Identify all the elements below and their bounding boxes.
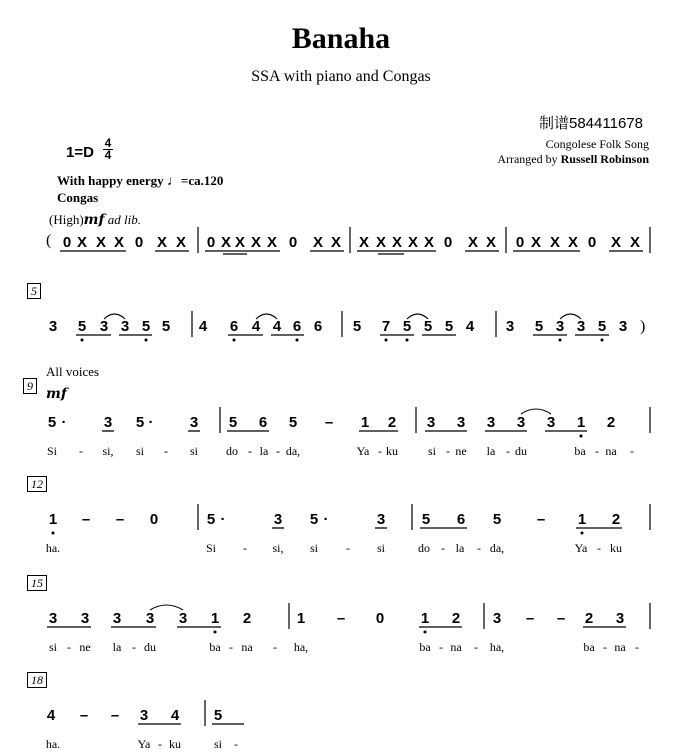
measure-number-9: 9 xyxy=(23,378,37,394)
lyric-syllable: - xyxy=(597,541,601,555)
note: 2 xyxy=(584,610,594,627)
measure-number-18: 18 xyxy=(27,672,47,688)
note: 3 xyxy=(112,610,122,627)
note: X xyxy=(629,234,641,251)
note: X xyxy=(467,234,479,251)
note: 3 xyxy=(555,318,565,335)
note: – xyxy=(336,610,346,627)
lyric-syllable: la xyxy=(259,444,269,458)
note: X xyxy=(95,234,107,251)
lyric-syllable: si xyxy=(213,737,223,751)
instrument-label: Congas xyxy=(57,190,99,205)
note: 5 xyxy=(77,318,87,335)
note: 1 xyxy=(420,610,430,627)
octave-dot xyxy=(601,339,604,342)
lyric-syllable: la xyxy=(455,541,465,555)
lyric-syllable: - xyxy=(446,444,450,458)
note: X xyxy=(330,234,342,251)
note: 2 xyxy=(387,414,397,431)
note: 3 xyxy=(505,318,515,335)
lyric-syllable: Ya xyxy=(356,444,370,458)
lyric-syllable: si, xyxy=(102,444,114,458)
note: 3 xyxy=(376,511,386,528)
note: 3 xyxy=(103,414,113,431)
note: 4 xyxy=(272,318,282,335)
octave-dot xyxy=(52,532,55,535)
close-paren: ) xyxy=(640,318,646,335)
song-subtitle: SSA with piano and Congas xyxy=(251,68,431,85)
note: 3 xyxy=(80,610,90,627)
lyric-syllable: - xyxy=(132,640,136,654)
note: 3 xyxy=(120,318,130,335)
lyric-syllable: ba xyxy=(209,640,221,654)
note: 3 xyxy=(426,414,436,431)
octave-dot xyxy=(145,339,148,342)
note: 6 xyxy=(456,511,466,528)
note: X xyxy=(175,234,187,251)
note: 3 xyxy=(576,318,586,335)
lyric-syllable: Si xyxy=(46,444,58,458)
note: 0 xyxy=(587,234,597,251)
note: 5 xyxy=(288,414,298,431)
note: – xyxy=(556,610,566,627)
note: 4 xyxy=(251,318,261,335)
note: 3 xyxy=(139,707,149,724)
note: – xyxy=(324,414,334,431)
note: 0 xyxy=(288,234,298,251)
lyric-syllable: Si xyxy=(205,541,217,555)
quarter-note-icon: ♩ xyxy=(166,174,181,189)
note: X xyxy=(234,234,246,251)
note: 5 xyxy=(534,318,544,335)
note: 5 xyxy=(135,414,145,431)
note: 3 xyxy=(145,610,155,627)
octave-dot xyxy=(214,631,217,634)
note: 2 xyxy=(242,610,252,627)
note: · xyxy=(61,414,67,431)
note: 0 xyxy=(134,234,144,251)
lyric-syllable: - xyxy=(441,541,445,555)
lyric-syllable: - xyxy=(477,541,481,555)
note: – xyxy=(79,707,89,724)
conga-dynamic: mf xyxy=(83,212,105,228)
lyric-syllable: du xyxy=(515,444,527,458)
lyric-syllable: - xyxy=(273,640,277,654)
note: 5 xyxy=(421,511,431,528)
note: X xyxy=(358,234,370,251)
arranger-prefix: Arranged by xyxy=(497,152,561,166)
note: X xyxy=(250,234,262,251)
lyric-syllable: - xyxy=(248,444,252,458)
lyric-syllable: - xyxy=(158,737,162,751)
note: X xyxy=(530,234,542,251)
lyric-syllable: si xyxy=(189,444,199,458)
note: 0 xyxy=(443,234,453,251)
note: 5 xyxy=(444,318,454,335)
lyric-syllable: - xyxy=(79,444,83,458)
lyric-syllable: ku xyxy=(386,444,398,458)
note: – xyxy=(110,707,120,724)
octave-dot xyxy=(233,339,236,342)
note: · xyxy=(220,511,226,528)
lyric-syllable: ba xyxy=(583,640,595,654)
note: 5 xyxy=(161,318,171,335)
lyric-syllable: si, xyxy=(272,541,284,555)
note: 2 xyxy=(611,511,621,528)
measure-number-15: 15 xyxy=(27,575,47,591)
lyric-syllable: - xyxy=(229,640,233,654)
note: 5 xyxy=(213,707,223,724)
tempo-text: With happy energy xyxy=(57,173,164,188)
note: 1 xyxy=(577,511,587,528)
note: 3 xyxy=(456,414,466,431)
note: X xyxy=(485,234,497,251)
note: X xyxy=(375,234,387,251)
note: 1 xyxy=(210,610,220,627)
note: X xyxy=(549,234,561,251)
note: X xyxy=(391,234,403,251)
tempo-value: =ca.120 xyxy=(180,173,224,188)
note: – xyxy=(525,610,535,627)
lyric-syllable: si xyxy=(427,444,437,458)
lyric-syllable: ha, xyxy=(489,640,505,654)
note: X xyxy=(610,234,622,251)
voices-dynamic: mf xyxy=(46,386,67,402)
note: 5 xyxy=(47,414,57,431)
note: 3 xyxy=(48,318,58,335)
lyric-syllable: du xyxy=(144,640,156,654)
note: 0 xyxy=(375,610,385,627)
lyric-syllable: ba xyxy=(419,640,431,654)
note: 3 xyxy=(189,414,199,431)
note: – xyxy=(115,511,125,528)
note: 7 xyxy=(381,318,391,335)
lyric-syllable: - xyxy=(603,640,607,654)
note: 5 xyxy=(492,511,502,528)
note: – xyxy=(536,511,546,528)
composer-credit: Congolese Folk Song xyxy=(545,137,649,151)
lyric-syllable: si xyxy=(309,541,319,555)
note: X xyxy=(407,234,419,251)
note: 6 xyxy=(292,318,302,335)
note: 5 xyxy=(352,318,362,335)
note: · xyxy=(323,511,329,528)
octave-dot xyxy=(296,339,299,342)
note: 3 xyxy=(273,511,283,528)
lyric-syllable: la xyxy=(486,444,496,458)
note: 1 xyxy=(576,414,586,431)
octave-dot xyxy=(406,339,409,342)
key-signature: 1=D xyxy=(66,144,94,161)
note: 2 xyxy=(451,610,461,627)
lyric-syllable: - xyxy=(439,640,443,654)
lyric-syllable: si xyxy=(135,444,145,458)
note: X xyxy=(76,234,88,251)
lyric-syllable: - xyxy=(474,640,478,654)
note: 6 xyxy=(229,318,239,335)
note: 4 xyxy=(46,707,56,724)
voices-label: All voices xyxy=(46,364,100,379)
note: 5 xyxy=(141,318,151,335)
lyric-syllable: - xyxy=(234,737,238,751)
lyric-syllable: - xyxy=(346,541,350,555)
lyric-syllable: da, xyxy=(489,541,505,555)
note: X xyxy=(113,234,125,251)
note: 3 xyxy=(615,610,625,627)
open-paren: ( xyxy=(46,232,52,249)
lyric-syllable: do xyxy=(418,541,430,555)
note: 3 xyxy=(178,610,188,627)
transcriber-watermark: 制谱584411678 xyxy=(539,115,643,132)
note: 5 xyxy=(597,318,607,335)
note: 3 xyxy=(492,610,502,627)
octave-dot xyxy=(424,631,427,634)
lyric-syllable: - xyxy=(164,444,168,458)
lyric-syllable: ne xyxy=(79,640,91,654)
lyric-syllable: ha, xyxy=(293,640,309,654)
lyric-syllable: - xyxy=(378,444,382,458)
note: 3 xyxy=(516,414,526,431)
note: X xyxy=(312,234,324,251)
note: X xyxy=(220,234,232,251)
note: 5 xyxy=(309,511,319,528)
note: 0 xyxy=(206,234,216,251)
lyric-syllable: Ya xyxy=(137,737,151,751)
lyric-syllable: na xyxy=(614,640,626,654)
arranger-name: Russell Robinson xyxy=(560,152,649,166)
note: X xyxy=(567,234,579,251)
lyric-syllable: - xyxy=(67,640,71,654)
octave-dot xyxy=(385,339,388,342)
note: – xyxy=(81,511,91,528)
lyric-syllable: Ya xyxy=(574,541,588,555)
note: X xyxy=(156,234,168,251)
note: 0 xyxy=(62,234,72,251)
note: 1 xyxy=(48,511,58,528)
note: 3 xyxy=(546,414,556,431)
note: X xyxy=(423,234,435,251)
lyric-syllable: ha. xyxy=(45,541,61,555)
octave-dot xyxy=(81,339,84,342)
lyric-syllable: la xyxy=(112,640,122,654)
note: 5 xyxy=(402,318,412,335)
note: 3 xyxy=(48,610,58,627)
time-signature-top: 4 xyxy=(104,136,112,150)
note: 0 xyxy=(515,234,525,251)
lyric-syllable: na xyxy=(450,640,462,654)
octave-dot xyxy=(559,339,562,342)
octave-dot xyxy=(581,532,584,535)
time-signature-bottom: 4 xyxy=(104,148,112,162)
note: 3 xyxy=(99,318,109,335)
note: 4 xyxy=(198,318,208,335)
note: 5 xyxy=(228,414,238,431)
lyric-syllable: ne xyxy=(455,444,467,458)
lyric-syllable: - xyxy=(635,640,639,654)
lyric-syllable: - xyxy=(630,444,634,458)
lyric-syllable: si xyxy=(376,541,386,555)
lyric-syllable: ba xyxy=(574,444,586,458)
lyric-syllable: - xyxy=(276,444,280,458)
lyric-syllable: na xyxy=(605,444,617,458)
note: 3 xyxy=(486,414,496,431)
octave-dot xyxy=(580,435,583,438)
lyric-syllable: - xyxy=(595,444,599,458)
note: 4 xyxy=(170,707,180,724)
note: 1 xyxy=(296,610,306,627)
lyric-syllable: ku xyxy=(169,737,181,751)
note: 3 xyxy=(618,318,628,335)
lyric-syllable: - xyxy=(506,444,510,458)
lyric-syllable: ha. xyxy=(45,737,61,751)
note: X xyxy=(266,234,278,251)
measure-number-12: 12 xyxy=(27,476,47,492)
lyric-syllable: si xyxy=(48,640,58,654)
note: 6 xyxy=(313,318,323,335)
note: 5 xyxy=(423,318,433,335)
high-label: (High) xyxy=(49,212,84,227)
note: 6 xyxy=(258,414,268,431)
lyric-syllable: da, xyxy=(285,444,301,458)
note: 5 xyxy=(206,511,216,528)
measure-number-5: 5 xyxy=(27,283,41,299)
note: 2 xyxy=(606,414,616,431)
note: 0 xyxy=(149,511,159,528)
note: · xyxy=(148,414,154,431)
song-title: Banaha xyxy=(291,22,391,55)
lyric-syllable: - xyxy=(243,541,247,555)
note: 4 xyxy=(465,318,475,335)
lyric-syllable: ku xyxy=(610,541,622,555)
lyric-syllable: do xyxy=(226,444,238,458)
note: 1 xyxy=(360,414,370,431)
lyric-syllable: na xyxy=(241,640,253,654)
ad-lib-marking: ad lib. xyxy=(107,212,141,227)
